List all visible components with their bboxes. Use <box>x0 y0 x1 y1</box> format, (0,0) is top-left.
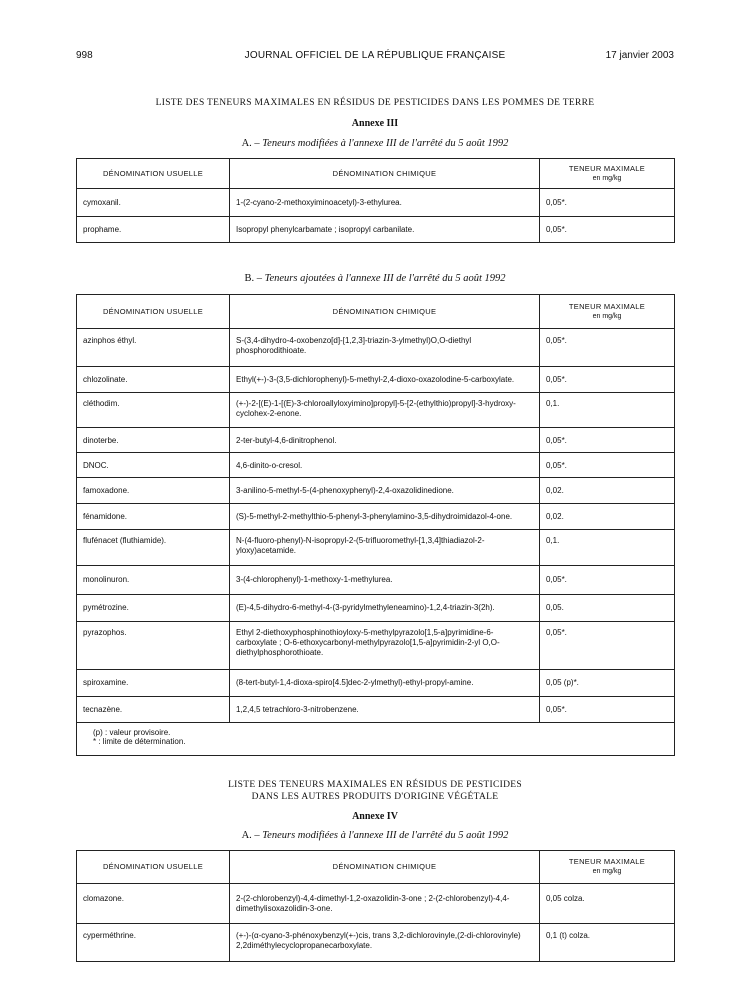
partA-prefix: A. – <box>241 830 260 841</box>
section2-partA-title <box>76 830 674 841</box>
section2-title-line2: DANS LES AUTRES PRODUITS D'ORIGINE VÉGÉTALE <box>251 792 499 802</box>
table-annex4-partA <box>76 850 675 962</box>
partA-prefix: A. – <box>241 138 260 149</box>
cell-max: 0,05 colza. <box>540 884 675 924</box>
cell-usual: famoxadone. <box>77 478 230 504</box>
cell-usual: cymoxanil. <box>77 189 230 217</box>
cell-chemical: Ethyl 2-diethoxyphosphinothioyloxy-5-methylpyrazolo[1,5-a]pyrimidine-6-carboxylate ; O-6-ethoxycarbonyl-methylpyrazolo[1,5-a]pyrimidin-2-yl O,O-diethylphosphorothioate. <box>230 622 540 670</box>
cell-chemical: 2-(2-chlorobenzyl)-4,4-dimethyl-1,2-oxazolidin-3-one ; 2-(2-chlorobenzyl)-4,4-dimethylisoxazolidin-3-one. <box>230 884 540 924</box>
cell-usual: tecnazène. <box>77 697 230 723</box>
section1-annex: Annexe III <box>351 118 399 129</box>
cell-chemical: Ethyl(+-)-3-(3,5-dichlorophenyl)-5-methyl-2,4-dioxo-oxazolodine-5-carboxylate. <box>230 367 540 393</box>
section1-partA-title <box>76 138 674 149</box>
header-usual-name: DÉNOMINATION USUELLE <box>77 159 230 189</box>
cell-chemical: 1-(2-cyano-2-methoxyiminoacetyl)-3-ethylurea. <box>230 189 540 217</box>
cell-max: 0,05*. <box>540 189 675 217</box>
cell-usual: pyrazophos. <box>77 622 230 670</box>
table-header-row <box>77 295 675 329</box>
cell-chemical: 1,2,4,5 tetrachloro-3-nitrobenzene. <box>230 697 540 723</box>
cell-max: 0,1 (t) colza. <box>540 924 675 962</box>
table-row <box>77 428 675 453</box>
header-chemical-name: DÉNOMINATION CHIMIQUE <box>230 851 540 884</box>
header-max-content <box>540 295 675 329</box>
footnote-detection-limit: * : limite de détermination. <box>93 737 186 746</box>
cell-chemical: 4,6-dinito-o-cresol. <box>230 453 540 478</box>
cell-usual: monolinuron. <box>77 566 230 595</box>
table-row <box>77 530 675 566</box>
cell-usual: cyperméthrine. <box>77 924 230 962</box>
cell-chemical: 3-anilino-5-methyl-5-(4-phenoxyphenyl)-2,4-oxazolidinedione. <box>230 478 540 504</box>
cell-max: 0,05. <box>540 595 675 622</box>
cell-max: 0,1. <box>540 530 675 566</box>
table-row <box>77 393 675 428</box>
page-number: 998 <box>76 50 93 61</box>
section1-partB-title <box>76 273 674 284</box>
partA-title-text: Teneurs modifiées à l'annexe III de l'arrêté du 5 août 1992 <box>262 830 509 841</box>
table-row <box>77 595 675 622</box>
cell-usual: DNOC. <box>77 453 230 478</box>
cell-chemical: N-(4-fluoro-phenyl)-N-isopropyl-2-(5-trifluoromethyl-[1,3,4]thiadiazol-2-yloxy)acetamide. <box>230 530 540 566</box>
header-max-label: TENEUR MAXIMALE <box>568 301 646 311</box>
table-row <box>77 453 675 478</box>
cell-max: 0,05*. <box>540 453 675 478</box>
cell-usual: spiroxamine. <box>77 670 230 697</box>
cell-chemical: (+-)-2-[(E)-1-[(E)-3-chloroallyloxyimino]propyl]-5-[2-(ethylthio)propyl]-3-hydroxy-cyclohex-2-enone. <box>230 393 540 428</box>
journal-title: JOURNAL OFFICIEL DE LA RÉPUBLIQUE FRANÇAISE <box>244 50 506 61</box>
footnotes-cell <box>77 723 675 756</box>
header-chemical-name: DÉNOMINATION CHIMIQUE <box>230 295 540 329</box>
table-row <box>77 504 675 530</box>
section2-annex: Annexe IV <box>352 811 398 822</box>
header-max-unit: en mg/kg <box>592 174 622 182</box>
table-row <box>77 217 675 243</box>
table-row <box>77 884 675 924</box>
header-usual-name: DÉNOMINATION USUELLE <box>77 851 230 884</box>
cell-chemical: (8-tert-butyl-1,4-dioxa-spiro[4.5]dec-2-ylmethyl)-ethyl-propyl-amine. <box>230 670 540 697</box>
partA-title-text: Teneurs modifiées à l'annexe III de l'arrêté du 5 août 1992 <box>262 138 509 149</box>
table-row <box>77 189 675 217</box>
header-max-content <box>540 159 675 189</box>
cell-max: 0,1. <box>540 393 675 428</box>
section1-title: LISTE DES TENEURS MAXIMALES EN RÉSIDUS DE PESTICIDES DANS LES POMMES DE TERRE <box>155 98 595 108</box>
cell-max: 0,02. <box>540 504 675 530</box>
header-chemical-name: DÉNOMINATION CHIMIQUE <box>230 159 540 189</box>
cell-max: 0,05*. <box>540 217 675 243</box>
cell-max: 0,05*. <box>540 697 675 723</box>
cell-chemical: S-(3,4-dihydro-4-oxobenzo[d]-[1,2,3]-triazin-3-ylmethyl)O,O-diethyl phosphorodithioate. <box>230 329 540 367</box>
table-row <box>77 670 675 697</box>
cell-chemical: (S)-5-methyl-2-methylthio-5-phenyl-3-phenylamino-3,5-dihydroimidazol-4-one. <box>230 504 540 530</box>
cell-usual: flufénacet (fluthiamide). <box>77 530 230 566</box>
cell-usual: cléthodim. <box>77 393 230 428</box>
table-header-row <box>77 159 675 189</box>
section2-title-line1: LISTE DES TENEURS MAXIMALES EN RÉSIDUS DE PESTICIDES <box>228 780 522 790</box>
header-max-unit: en mg/kg <box>592 868 622 875</box>
footnote-provisional: (p) : valeur provisoire. <box>93 728 171 737</box>
table-row <box>77 697 675 723</box>
cell-usual: pymétrozine. <box>77 595 230 622</box>
cell-max: 0,02. <box>540 478 675 504</box>
header-max-label: TENEUR MAXIMALE <box>568 163 646 173</box>
partB-title-text: Teneurs ajoutées à l'annexe III de l'arrêté du 5 août 1992 <box>264 273 506 284</box>
table-header-row <box>77 851 675 884</box>
cell-chemical: 2-ter-butyl-4,6-dinitrophenol. <box>230 428 540 453</box>
table-row <box>77 924 675 962</box>
cell-max: 0,05*. <box>540 367 675 393</box>
header-max-unit: en mg/kg <box>592 312 622 320</box>
cell-usual: chlozolinate. <box>77 367 230 393</box>
cell-chemical: (+-)-(α-cyano-3-phénoxybenzyl(+-)cis, trans 3,2-dichlorovinyle,(2-di-chlorovinyle) 2,2diméthylecyclopropanecarboxylate. <box>230 924 540 962</box>
cell-max: 0,05*. <box>540 566 675 595</box>
header-max-label: TENEUR MAXIMALE <box>568 857 646 866</box>
cell-chemical: (E)-4,5-dihydro-6-methyl-4-(3-pyridylmethyleneamino)-1,2,4-triazin-3(2h). <box>230 595 540 622</box>
cell-usual: fénamidone. <box>77 504 230 530</box>
cell-usual: clomazone. <box>77 884 230 924</box>
cell-usual: dinoterbe. <box>77 428 230 453</box>
table-row <box>77 478 675 504</box>
cell-max: 0,05*. <box>540 329 675 367</box>
header-max-content <box>540 851 675 884</box>
cell-max: 0,05*. <box>540 428 675 453</box>
header-usual-name: DÉNOMINATION USUELLE <box>77 295 230 329</box>
cell-max: 0,05 (p)*. <box>540 670 675 697</box>
cell-usual: azinphos éthyl. <box>77 329 230 367</box>
table-footnotes-row <box>77 723 675 756</box>
table-row <box>77 566 675 595</box>
table-row <box>77 622 675 670</box>
cell-usual: prophame. <box>77 217 230 243</box>
table-annex3-partA <box>76 158 675 243</box>
page-header <box>76 50 674 64</box>
cell-chemical: Isopropyl phenylcarbamate ; isopropyl carbanilate. <box>230 217 540 243</box>
partB-prefix: B. – <box>244 273 262 284</box>
table-annex3-partB <box>76 294 675 756</box>
cell-max: 0,05*. <box>540 622 675 670</box>
cell-chemical: 3-(4-chlorophenyl)-1-methoxy-1-methylurea. <box>230 566 540 595</box>
table-row <box>77 367 675 393</box>
issue-date: 17 janvier 2003 <box>605 50 674 61</box>
table-row <box>77 329 675 367</box>
